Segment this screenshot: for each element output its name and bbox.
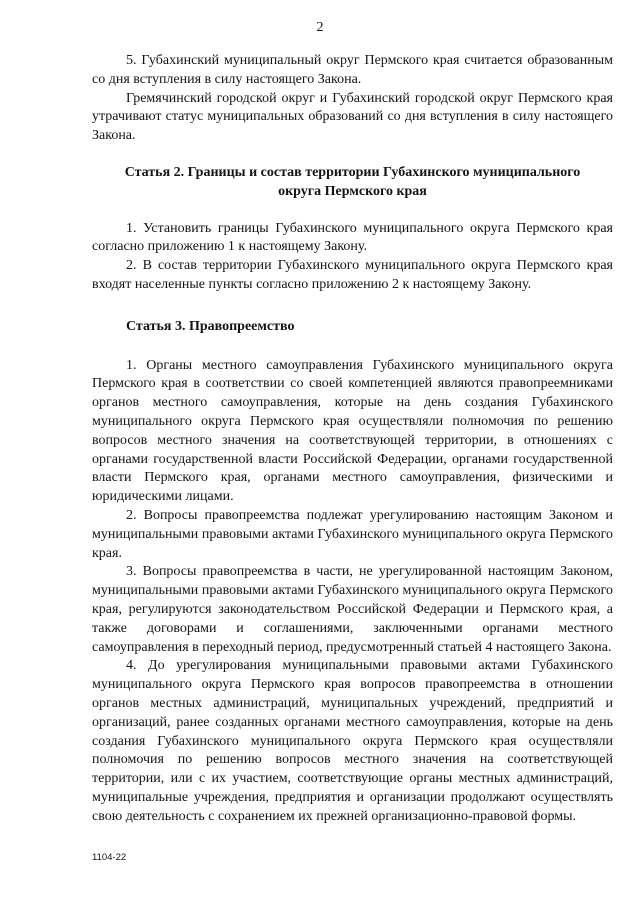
spacer (92, 146, 613, 164)
spacer (92, 337, 613, 357)
spacer (92, 295, 613, 318)
paragraph-article3-item3: 3. Вопросы правопреемства в части, не урегулированной настоящим Законом, муниципальными правовыми актами Губахинского муниципального округа Пермского края, регулируются законодательством Российской Федерации и Пермского края, а также договорами и соглашениями, заключенными органами местного самоуправления в переходный период, предусмотренный статьей 4 настоящего Закона. (92, 564, 613, 655)
page-number: 2 (316, 20, 324, 35)
paragraph-article3-item1: 1. Органы местного самоуправления Губахинского муниципального округа Пермского края в соответствии со своей компетенцией являются правопреемниками органов местного самоуправления, которые на день создания Губахинского муниципального округа Пермского края осуществляли полномочия по решению вопросов местного значения на соответствующей территории, в отношениях с органами государственной власти Российской Федерации, органами государственной власти Пермского края, органами местного самоуправления, физическими и юридическими лицами. (92, 357, 613, 505)
paragraph-article3-item2: 2. Вопросы правопреемства подлежат урегулированию настоящим Законом и муниципальными правовыми актами Губахинского муниципального округа Пермского края. (92, 507, 613, 561)
paragraph-article2-item2: 2. В состав территории Губахинского муниципального округа Пермского края входят населенные пункты согласно приложению 2 к настоящему Закону. (92, 258, 613, 292)
article2-heading: Статья 2. Границы и состав территории Губахинского муниципального округа Пермского края (124, 164, 581, 199)
paragraph-article1-status-loss: Гремячинский городской округ и Губахинский городской округ Пермского края утрачивают статус муниципальных образований со дня вступления в силу настоящего Закона. (92, 90, 613, 144)
document-body (92, 52, 613, 826)
paragraph-article3-item4: 4. До урегулирования муниципальными правовыми актами Губахинского муниципального округа Пермского края вопросов правопреемства в отношении органов местных администраций, муниципальных учреждений, предприятий и организаций, ранее созданных органами местного самоуправления, которые на день создания Губахинского муниципального округа Пермского края осуществляли полномочия по решению вопросов местного значения на соответствующей территории, или с их участием, соответствующие органы местных администраций, муниципальные учреждения, предприятия и организации продолжают осуществлять свою деятельность с сохранением их прежней организационно-правовой формы. (92, 658, 613, 824)
paragraph-article1-item5: 5. Губахинский муниципальный округ Пермского края считается образованным со дня вступления в силу настоящего Закона. (92, 53, 613, 87)
spacer (92, 202, 613, 220)
article3-heading: Статья 3. Правопреемство (126, 318, 295, 334)
document-code: 1104-22 (92, 852, 127, 863)
paragraph-article2-item1: 1. Установить границы Губахинского муниципального округа Пермского края согласно приложению 1 к настоящему Закону. (92, 220, 613, 255)
